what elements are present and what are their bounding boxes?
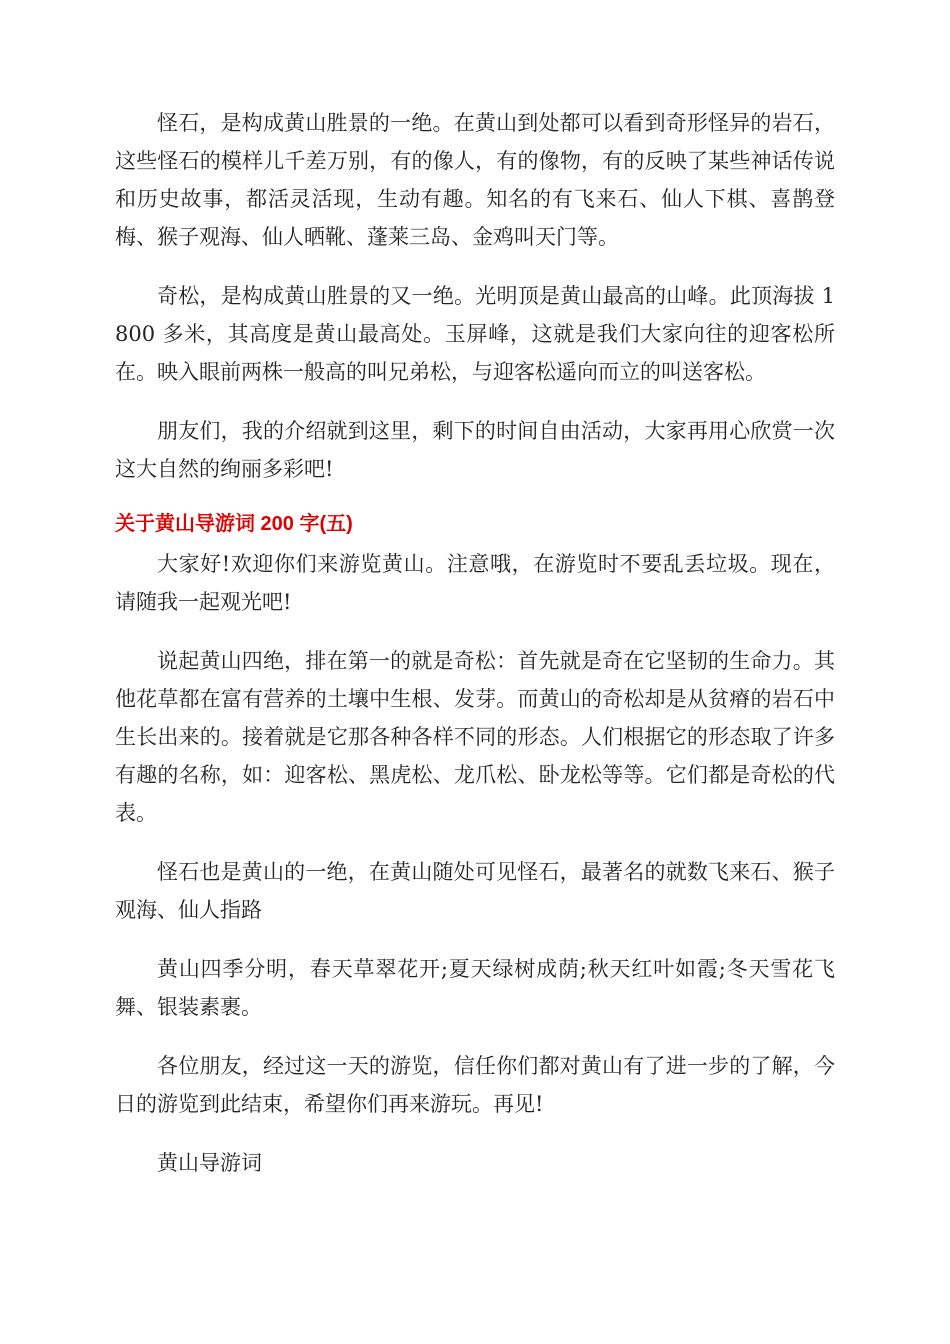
section-heading: 关于黄山导游词 200 字(五) [115, 513, 353, 535]
paragraph-welcome: 大家好!欢迎你们来游览黄山。注意哦，在游览时不要乱丢垃圾。现在，请随我一起观光吧! [115, 552, 835, 614]
paragraph-farewell: 各位朋友，经过这一天的游览，信任你们都对黄山有了进一步的了解，今日的游览到此结束，希望你们再来游玩。再见! [115, 1054, 835, 1116]
document-page [115, 104, 835, 1203]
paragraph-strange-rocks: 怪石，是构成黄山胜景的一绝。在黄山到处都可以看到奇形怪异的岩石，这些怪石的模样儿千差万别，有的像人，有的像物，有的反映了某些神话传说和历史故事，都活灵活现，生动有趣。知名的有飞来石、仙人下棋、喜鹊登梅、猴子观海、仙人晒靴、蓬莱三岛、金鸡叫天门等。 [115, 111, 835, 249]
paragraph-four-seasons: 黄山四季分明，春天草翠花开;夏天绿树成荫;秋天红叶如霞;冬天雪花飞舞、银装素裹。 [115, 957, 835, 1019]
paragraph-strange-pines: 奇松，是构成黄山胜景的又一绝。光明顶是黄山最高的山峰。此顶海拔 1800 多米，其高度是黄山最高处。玉屏峰，这就是我们大家向往的迎客松所在。映入眼前两株一般高的叫兄弟松，与迎客松遥向而立的叫送客松。 [115, 284, 835, 384]
paragraph-rocks-famous: 怪石也是黄山的一绝，在黄山随处可见怪石，最著名的就数飞来石、猴子观海、仙人指路 [115, 860, 835, 922]
paragraph-trailing-title: 黄山导游词 [157, 1151, 262, 1175]
paragraph-closing-remarks: 朋友们，我的介绍就到这里，剩下的时间自由活动，大家再用心欣赏一次这大自然的绚丽多彩吧! [115, 419, 835, 481]
paragraph-four-wonders: 说起黄山四绝，排在第一的就是奇松：首先就是奇在它坚韧的生命力。其他花草都在富有营养的土壤中生根、发芽。而黄山的奇松却是从贫瘠的岩石中生长出来的。接着就是它那各种各样不同的形态。人们根据它的形态取了许多有趣的名称，如：迎客松、黑虎松、龙爪松、卧龙松等等。它们都是奇松的代表。 [115, 649, 835, 825]
